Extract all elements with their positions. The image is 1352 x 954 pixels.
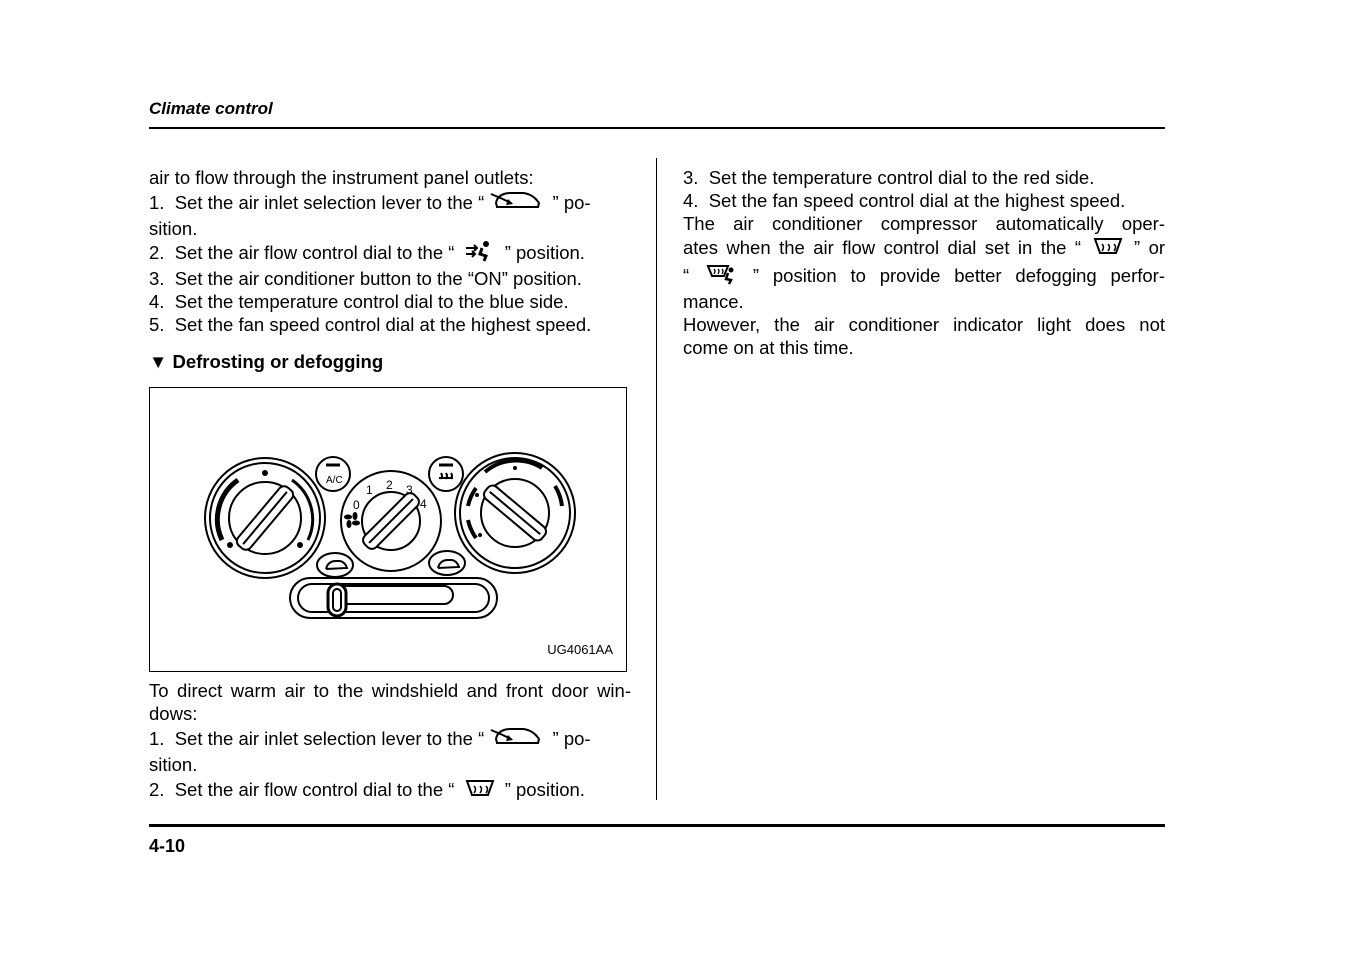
intro-text: air to flow through the instrument panel outlets: [149, 167, 534, 188]
left-column [149, 167, 631, 804]
column-divider [656, 158, 657, 800]
paragraph: ates when the air flow control dial set in the “ ” or [683, 235, 1165, 263]
footer-rule [149, 824, 1165, 827]
defrost-icon [460, 777, 500, 805]
fan-speed-label: 0 [353, 498, 360, 513]
paragraph: come on at this time. [683, 336, 854, 358]
section-heading: ▼ Defrosting or defogging [149, 350, 384, 372]
list-item: 3. Set the air conditioner button to the “ON” position. [149, 268, 582, 290]
paragraph: “ ” position to provide better defogging perfor- [683, 263, 1165, 291]
list-item: 2. Set the air flow control dial to the “ ” position. [149, 240, 631, 268]
list-item: 4. Set the fan speed control dial at the highest speed. [683, 189, 1126, 211]
running-header: Climate control [149, 99, 273, 118]
fan-speed-label: 4 [420, 497, 427, 512]
list-item: 3. Set the temperature control dial to the red side. [683, 167, 1095, 188]
outside-air-icon [489, 190, 547, 218]
figure-label: UG4061AA [547, 641, 613, 657]
header-rule [149, 127, 1165, 129]
face-vent-icon [460, 240, 500, 268]
paragraph: dows: [149, 703, 198, 725]
ac-button-label: A/C [326, 475, 343, 487]
list-item: 1. Set the air inlet selection lever to the “ ” po- sition. [149, 191, 591, 239]
right-column [683, 167, 1165, 359]
paragraph: The air conditioner compressor automatically oper- [683, 212, 1165, 234]
page-number: 4-10 [149, 836, 186, 856]
fan-speed-label: 3 [406, 483, 413, 498]
fan-speed-label: 1 [366, 483, 373, 498]
defrost-icon [1090, 235, 1126, 263]
paragraph: To direct warm air to the windshield and front door win- [149, 680, 631, 702]
defrost-foot-icon [703, 263, 739, 291]
paragraph: mance. [683, 290, 744, 312]
list-item: 1. Set the air inlet selection lever to the “ ” po- sition. [149, 727, 591, 775]
fan-speed-label: 2 [386, 478, 393, 493]
control-panel-illustration [150, 388, 626, 671]
climate-control-panel-figure [149, 387, 627, 672]
list-item: 4. Set the temperature control dial to the blue side. [149, 290, 569, 312]
outside-air-icon [489, 726, 547, 754]
paragraph: However, the air conditioner indicator light does not [683, 313, 1165, 335]
triangle-marker-icon: ▼ [149, 350, 168, 372]
list-item: 2. Set the air flow control dial to the “ ” position. [149, 777, 631, 805]
list-item: 5. Set the fan speed control dial at the highest speed. [149, 313, 592, 335]
